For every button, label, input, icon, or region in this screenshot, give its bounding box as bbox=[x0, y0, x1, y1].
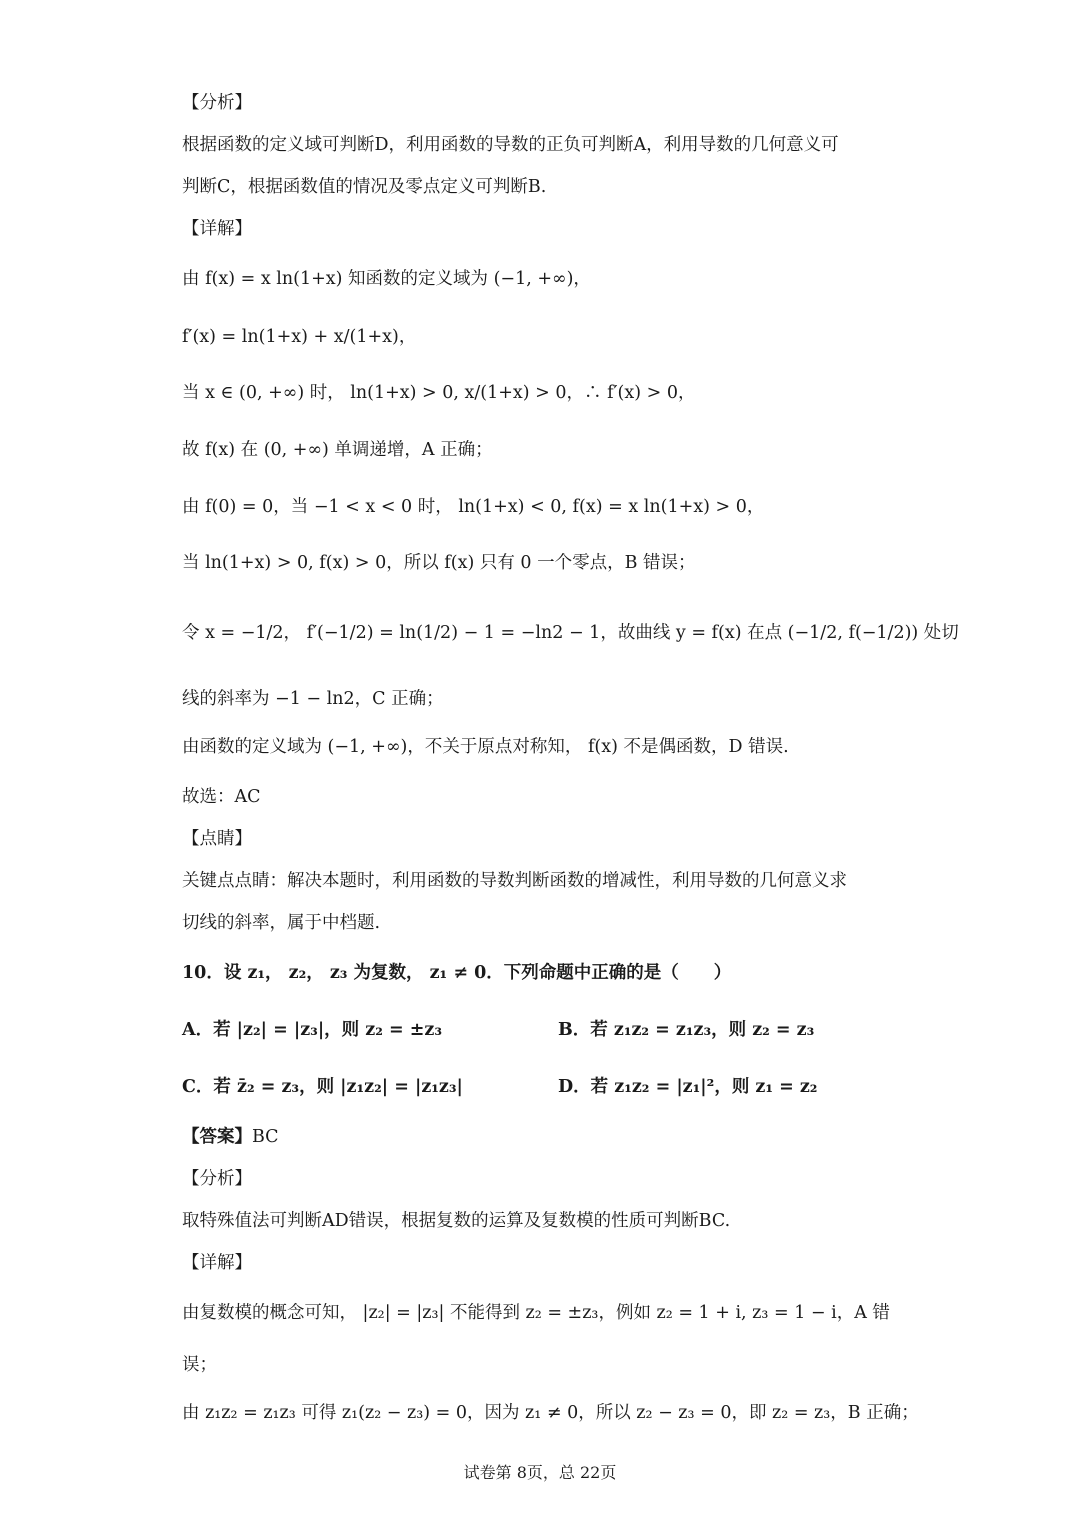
section-heading-remark: 【点睛】 bbox=[182, 829, 252, 849]
analysis-text-line: 取特殊值法可判断AD错误，根据复数的运算及复数模的性质可判断BC. bbox=[182, 1211, 731, 1231]
solution-line: 当 x ∈ (0, +∞) 时， ln(1+x) > 0, x/(1+x) > 0，∴ f′(x) > 0， bbox=[182, 383, 696, 403]
option-b: B．若 z₁z₂ = z₁z₃，则 z₂ = z₃ bbox=[558, 1020, 815, 1040]
solution-line: 故选：AC bbox=[182, 787, 261, 807]
answer-line bbox=[182, 1122, 930, 1152]
solution-line: 由 z₁z₂ = z₁z₃ 可得 z₁(z₂ − z₃) = 0，因为 z₁ ≠ 0，所以 z₂ − z₃ = 0，即 z₂ = z₃，B 正确； bbox=[182, 1403, 919, 1423]
solution-line: 由 f(x) = x ln(1+x) 知函数的定义域为 (−1, +∞)， bbox=[182, 269, 591, 289]
section-heading-detail: 【详解】 bbox=[182, 219, 252, 239]
remark-text-line: 切线的斜率，属于中档题. bbox=[182, 913, 381, 933]
section-heading-analysis-2: 【分析】 bbox=[182, 1169, 252, 1189]
option-c: C．若 z̄₂ = z₃，则 |z₁z₂| = |z₁z₃| bbox=[182, 1077, 463, 1097]
section-heading-analysis: 【分析】 bbox=[182, 93, 252, 113]
answer-label: 【答案】 bbox=[182, 1127, 252, 1147]
solution-line: 误； bbox=[182, 1355, 217, 1375]
solution-line: 由 f(0) = 0，当 −1 < x < 0 时， ln(1+x) < 0, f(x) = x ln(1+x) > 0， bbox=[182, 497, 765, 517]
analysis-text-line: 根据函数的定义域可判断D，利用函数的导数的正负可判断A，利用导数的几何意义可 bbox=[182, 135, 839, 155]
solution-line: 当 ln(1+x) > 0, f(x) > 0，所以 f(x) 只有 0 一个零点，B 错误； bbox=[182, 553, 696, 573]
solution-line: 由复数模的概念可知， |z₂| = |z₃| 不能得到 z₂ = ±z₃，例如 z₂ = 1 + i, z₃ = 1 − i，A 错 bbox=[182, 1303, 890, 1323]
question-stem: 10．设 z₁， z₂， z₃ 为复数， z₁ ≠ 0．下列命题中正确的是（ ） bbox=[182, 963, 732, 983]
option-a: A．若 |z₂| = |z₃|，则 z₂ = ±z₃ bbox=[182, 1020, 442, 1040]
analysis-text-line: 判断C，根据函数值的情况及零点定义可判断B. bbox=[182, 177, 547, 197]
page-footer: 试卷第 8页，总 22页 bbox=[463, 1463, 617, 1482]
answer-value: BC bbox=[252, 1127, 279, 1147]
section-heading-detail-2: 【详解】 bbox=[182, 1253, 252, 1273]
solution-line: f′(x) = ln(1+x) + x/(1+x)， bbox=[182, 327, 417, 347]
option-d: D．若 z₁z₂ = |z₁|²，则 z₁ = z₂ bbox=[558, 1077, 818, 1097]
remark-text-line: 关键点点睛：解决本题时，利用函数的导数判断函数的增减性，利用导数的几何意义求 bbox=[182, 871, 847, 891]
solution-line: 令 x = −1/2， f′(−1/2) = ln(1/2) − 1 = −ln2 − 1，故曲线 y = f(x) 在点 (−1/2, f(−1/2)) 处切 bbox=[182, 623, 959, 643]
solution-line: 线的斜率为 −1 − ln2，C 正确； bbox=[182, 689, 444, 709]
solution-line: 故 f(x) 在 (0, +∞) 单调递增，A 正确； bbox=[182, 440, 493, 460]
solution-line: 由函数的定义域为 (−1, +∞)，不关于原点对称知， f(x) 不是偶函数，D 错误. bbox=[182, 737, 789, 757]
